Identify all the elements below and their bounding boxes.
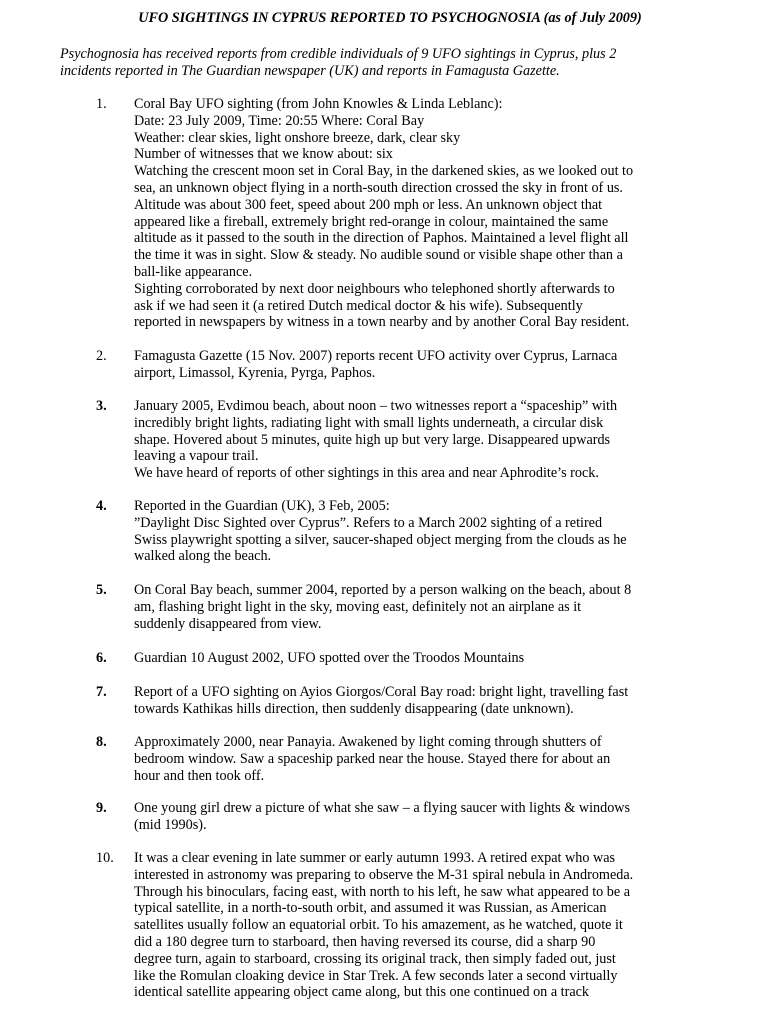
list-item-text bbox=[134, 96, 734, 331]
list-item-number: 5. bbox=[96, 582, 107, 598]
list-item-line: Famagusta Gazette (15 Nov. 2007) reports recent UFO activity over Cyprus, Larnaca bbox=[134, 348, 618, 364]
list-item-line: We have heard of reports of other sightings in this area and near Aphrodite’s rock. bbox=[134, 465, 599, 482]
document-title: UFO SIGHTINGS IN CYPRUS REPORTED TO PSYCHOGNOSIA (as of July 2009) bbox=[138, 10, 642, 26]
list-item-line: Reported in the Guardian (UK), 3 Feb, 2005: bbox=[134, 498, 390, 514]
list-item-number: 4. bbox=[96, 498, 107, 514]
list-item-line: like the Romulan cloaking device in Star Trek. A few seconds later a second virtually bbox=[134, 967, 618, 984]
list-item-text bbox=[134, 684, 734, 718]
list-item-line: ball-like appearance. bbox=[134, 263, 253, 280]
intro-paragraph bbox=[60, 46, 720, 80]
list-item-line: leaving a vapour trail. bbox=[134, 448, 259, 465]
list-item-line: satellites usually follow an equatorial orbit. To his amazement, as he watched, quote it bbox=[134, 917, 623, 934]
list-item-line: degree turn, again to starboard, crossing its original track, then simply faded out, just bbox=[134, 950, 616, 967]
list-item-line: reported in newspapers by witness in a town nearby and by another Coral Bay resident. bbox=[134, 314, 630, 331]
list-item-line: am, flashing bright light in the sky, moving east, definitely not an airplane as it bbox=[134, 598, 582, 615]
list-item-line: walked along the beach. bbox=[134, 548, 272, 565]
list-item-number: 2. bbox=[96, 348, 107, 364]
intro-line: incidents reported in The Guardian newspaper (UK) and reports in Famagusta Gazette. bbox=[60, 63, 560, 79]
list-item-number: 1. bbox=[96, 96, 107, 112]
list-item-text bbox=[134, 734, 734, 784]
list-item-line: towards Kathikas hills direction, then suddenly disappearing (date unknown). bbox=[134, 700, 574, 717]
list-item-line: ”Daylight Disc Sighted over Cyprus”. Refers to a March 2002 sighting of a retired bbox=[134, 514, 603, 531]
list-item-line: Number of witnesses that we know about: six bbox=[134, 146, 393, 163]
list-item-line: the time it was in sight. Slow & steady. No audible sound or visible shape other than a bbox=[134, 247, 623, 264]
list-item-line: hour and then took off. bbox=[134, 767, 265, 784]
list-item-text bbox=[134, 800, 734, 834]
list-item-line: Swiss playwright spotting a silver, saucer-shaped object merging from the clouds as he bbox=[134, 531, 627, 548]
list-item-line: appeared like a fireball, extremely bright red-orange in colour, maintained the same bbox=[134, 213, 609, 230]
list-item-number: 9. bbox=[96, 800, 107, 816]
list-item-text bbox=[134, 582, 734, 632]
list-item-number: 3. bbox=[96, 398, 107, 414]
list-item-line: bedroom window. Saw a spaceship parked near the house. Stayed there for about an bbox=[134, 750, 611, 767]
list-item-line: On Coral Bay beach, summer 2004, reported by a person walking on the beach, about 8 bbox=[134, 582, 632, 598]
list-item-line: identical satellite appearing object came along, but this one continued on a track bbox=[134, 984, 590, 1001]
list-item-line: Sighting corroborated by next door neighbours who telephoned shortly afterwards to bbox=[134, 280, 615, 297]
list-item-text bbox=[134, 650, 734, 667]
list-item-line: Weather: clear skies, light onshore breeze, dark, clear sky bbox=[134, 129, 461, 146]
list-item-number: 7. bbox=[96, 684, 107, 700]
list-item-line: shape. Hovered about 5 minutes, quite high up but very large. Disappeared upwards bbox=[134, 431, 611, 448]
list-item-line: It was a clear evening in late summer or early autumn 1993. A retired expat who was bbox=[134, 850, 616, 866]
list-item-line: typical satellite, in a north-to-south orbit, and assumed it was Russian, as American bbox=[134, 900, 607, 917]
list-item-line: Altitude was about 300 feet, speed about 200 mph or less. An unknown object that bbox=[134, 196, 603, 213]
list-item-line: (mid 1990s). bbox=[134, 816, 207, 833]
list-item-line: Report of a UFO sighting on Ayios Giorgos/Coral Bay road: bright light, travelling fast bbox=[134, 684, 629, 700]
intro-line: Psychognosia has received reports from credible individuals of 9 UFO sightings in Cyprus, plus 2 bbox=[60, 46, 617, 62]
list-item-text bbox=[134, 398, 734, 482]
list-item-line: One young girl drew a picture of what she saw – a flying saucer with lights & windows bbox=[134, 800, 631, 816]
list-item-line: Guardian 10 August 2002, UFO spotted over the Troodos Mountains bbox=[134, 650, 525, 666]
list-item-line: ask if we had seen it (a retired Dutch medical doctor & his wife). Subsequently bbox=[134, 297, 583, 314]
list-item-text bbox=[134, 348, 734, 382]
list-item-number: 8. bbox=[96, 734, 107, 750]
list-item-text bbox=[134, 498, 734, 565]
list-item-line: Approximately 2000, near Panayia. Awakened by light coming through shutters of bbox=[134, 734, 602, 750]
list-item-text bbox=[134, 850, 734, 1001]
list-item-line: Date: 23 July 2009, Time: 20:55 Where: Coral Bay bbox=[134, 112, 425, 129]
list-item-line: suddenly disappeared from view. bbox=[134, 615, 322, 632]
list-item-number: 10. bbox=[96, 850, 114, 866]
list-item-line: sea, an unknown object flying in a north-south direction crossed the sky in front of us. bbox=[134, 179, 623, 196]
list-item-line: interested in astronomy was preparing to observe the M-31 spiral nebula in Andromeda. bbox=[134, 866, 634, 883]
list-item-line: altitude as it passed to the south in the direction of Paphos. Maintained a level flight all bbox=[134, 230, 629, 247]
list-item-line: Watching the crescent moon set in Coral Bay, in the darkened skies, as we looked out to bbox=[134, 163, 634, 180]
list-item-line: incredibly bright lights, radiating light with small lights underneath, a circular disk bbox=[134, 414, 604, 431]
list-item-line: Coral Bay UFO sighting (from John Knowles & Linda Leblanc): bbox=[134, 96, 503, 112]
list-item-line: January 2005, Evdimou beach, about noon – two witnesses report a “spaceship” with bbox=[134, 398, 618, 414]
list-item-line: Through his binoculars, facing east, with north to his left, he saw what appeared to be a bbox=[134, 883, 631, 900]
list-item-line: did a 180 degree turn to starboard, then having reversed its course, did a sharp 90 bbox=[134, 933, 596, 950]
list-item-number: 6. bbox=[96, 650, 107, 666]
list-item-line: airport, Limassol, Kyrenia, Pyrga, Paphos. bbox=[134, 364, 376, 381]
